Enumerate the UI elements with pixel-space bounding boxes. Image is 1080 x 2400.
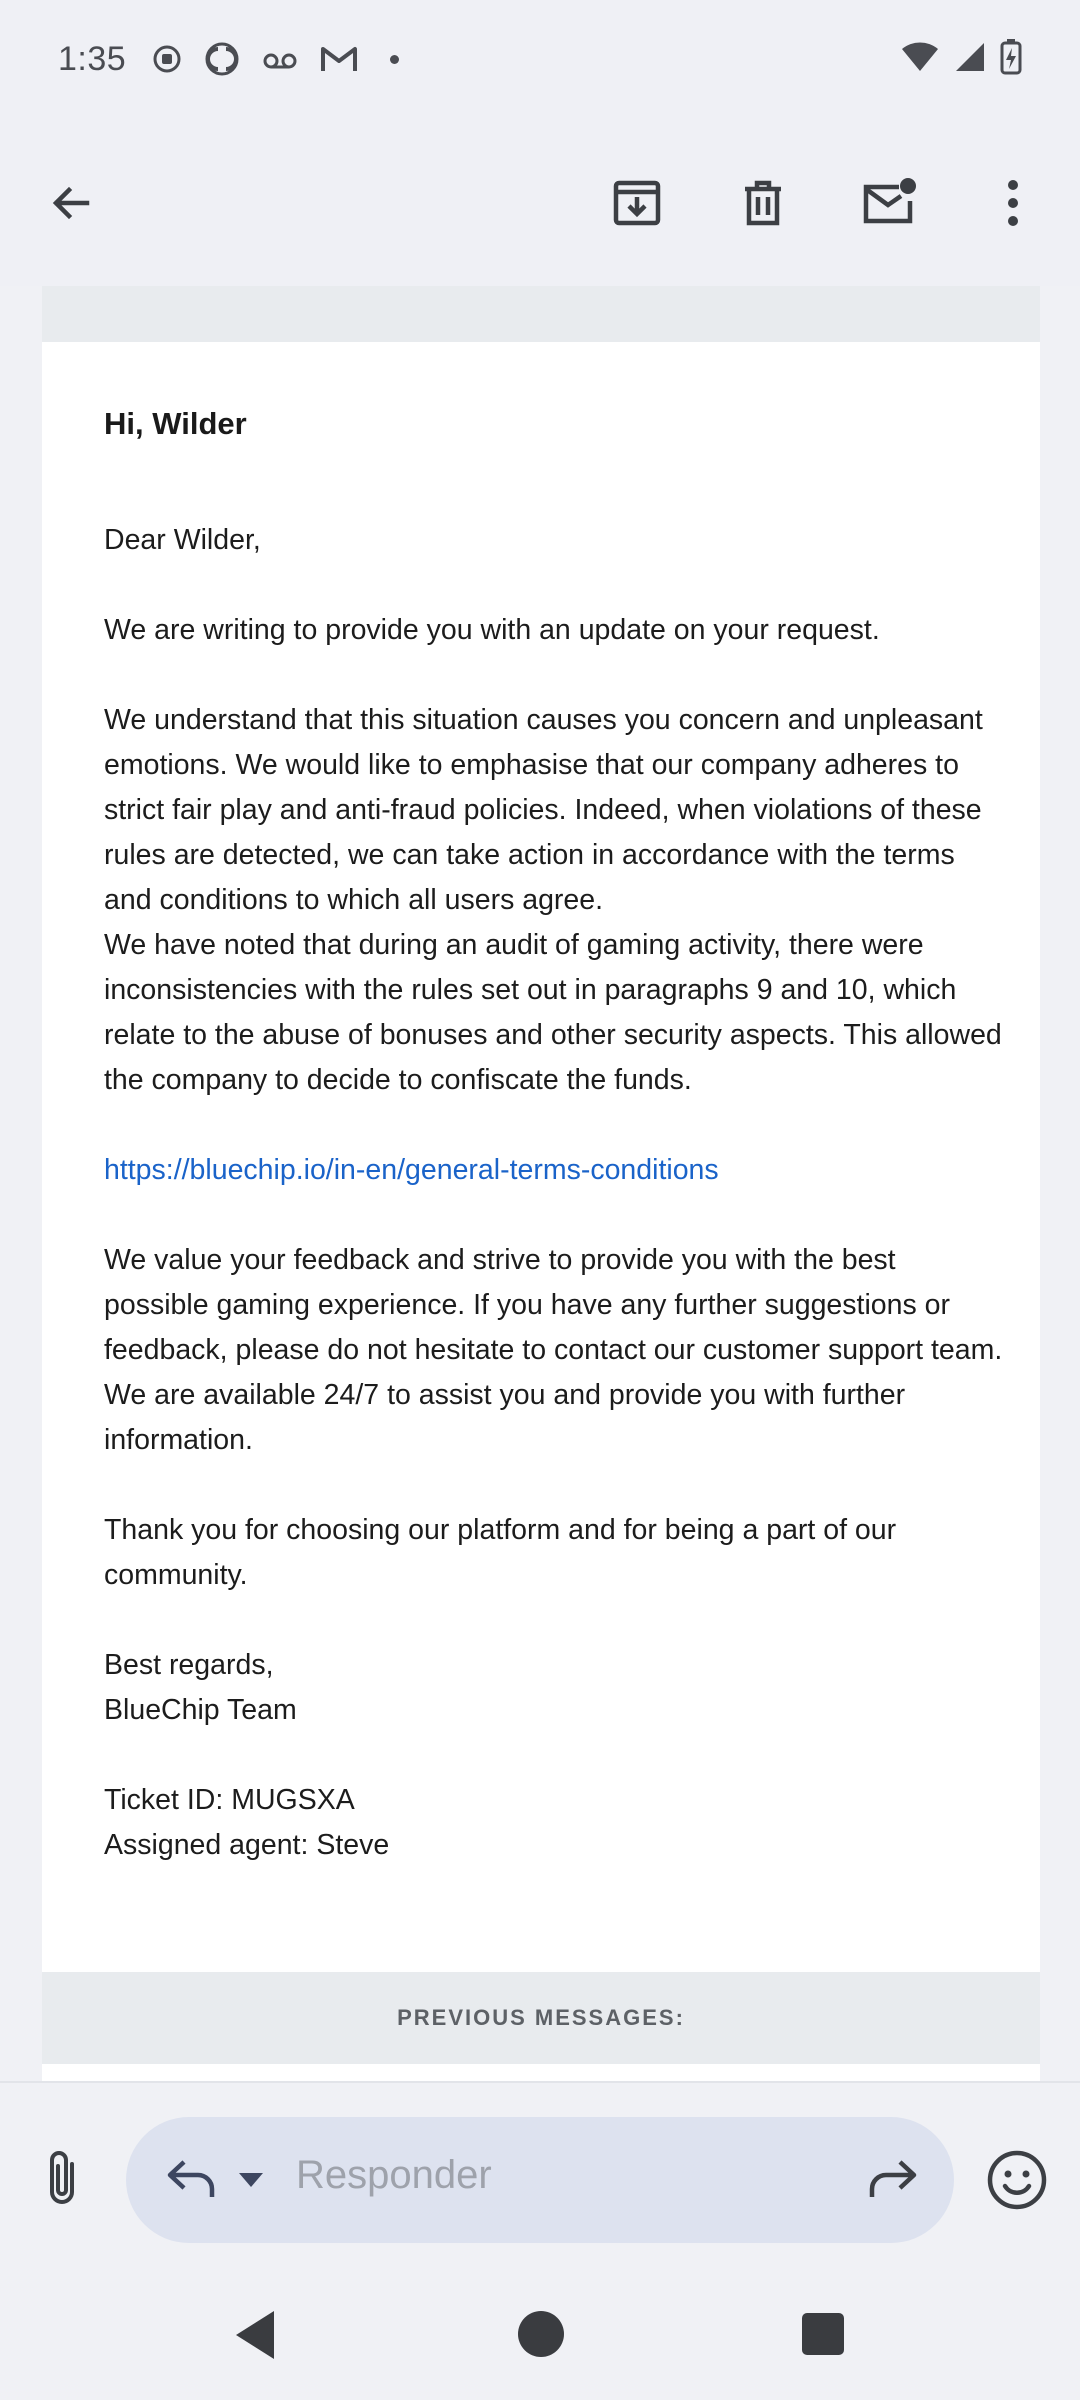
status-bar [0,0,1080,118]
data-saver-icon [204,41,240,77]
email-greeting: Hi, Wilder [104,406,247,441]
cell-signal-icon [954,41,986,78]
reply-options-chevron-down-icon[interactable] [236,2167,266,2191]
salutation: Dear Wilder, [104,524,261,556]
paragraph-5: Thank you for choosing our platform and for being a part of our community. [104,1514,897,1591]
status-time: 1:35 [58,39,127,78]
delete-icon [739,177,787,229]
more-options-button[interactable] [968,158,1058,248]
more-vert-icon [1005,179,1021,227]
terms-link[interactable]: https://bluechip.io/in-en/general-terms-conditions [104,1154,719,1186]
reply-icon[interactable] [162,2155,222,2205]
delete-button[interactable] [718,158,808,248]
email-content-scroll[interactable] [0,286,1080,2081]
reply-input-placeholder[interactable]: Responder [296,2153,492,2197]
forward-icon[interactable] [862,2155,922,2205]
paragraph-4: We value your feedback and strive to provide you with the best possible gaming experience. If you have any further suggestions or feedback, please do not hesitate to contact our customer support team. We are available 24/7 to assist you and provide you with further information. [104,1244,1003,1456]
system-navigation-bar [0,2271,1080,2400]
notification-dot-icon [390,55,399,64]
attachment-icon [42,2148,82,2210]
nav-back-icon[interactable] [230,2307,280,2363]
mark-unread-button[interactable] [844,158,934,248]
previous-messages-header[interactable]: PREVIOUS MESSAGES: [42,1972,1040,2064]
paragraph-3: We have noted that during an audit of gaming activity, there were inconsistencies with the rules set out in paragraphs 9 and 10, which relate to the abuse of bonuses and other security aspects. This allowed the company to decide to confiscate the funds. [104,929,1002,1096]
nav-home-icon[interactable] [516,2309,566,2359]
email-header-band [42,286,1040,342]
paragraph-1: We are writing to provide you with an update on your request. [104,614,880,646]
email-body-card [42,286,1040,2081]
archive-button[interactable] [592,158,682,248]
archive-icon [611,177,663,229]
reply-bar [0,2081,1080,2271]
nav-recents-icon[interactable] [800,2311,846,2357]
reply-compose-pill[interactable] [126,2117,954,2243]
attach-button[interactable] [32,2147,92,2211]
assigned-agent: Assigned agent: Steve [104,1829,390,1861]
emoji-icon[interactable] [984,2147,1050,2213]
screen-record-icon [152,44,182,74]
email-body-text [104,518,1004,1868]
voicemail-icon [262,47,298,71]
wifi-icon [900,41,940,78]
closing: Best regards, [104,1649,274,1681]
ticket-id: Ticket ID: MUGSXA [104,1784,355,1816]
back-button[interactable] [26,158,116,248]
battery-charging-icon [1000,39,1022,80]
email-toolbar [0,118,1080,286]
paragraph-2: We understand that this situation causes you concern and unpleasant emotions. We would like to emphasise that our company adheres to strict fair play and anti-fraud policies. Indeed, when violations of these rules are detected, we can take action in accordance with the terms and conditions to which all users agree. [104,704,983,916]
signature: BlueChip Team [104,1694,297,1726]
mark-unread-icon [861,177,917,229]
gmail-icon [320,44,358,74]
back-arrow-icon [47,179,95,227]
